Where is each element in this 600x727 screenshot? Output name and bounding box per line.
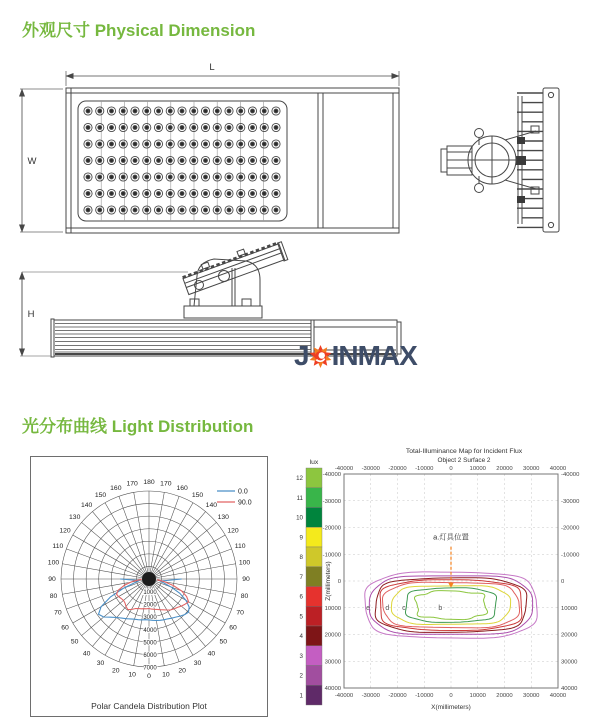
svg-text:6000: 6000 [143, 652, 157, 659]
svg-text:170: 170 [126, 480, 138, 488]
mounting-bracket [181, 236, 288, 318]
svg-text:110: 110 [52, 543, 64, 551]
svg-text:-20000: -20000 [561, 525, 580, 532]
contour-title: Total-Illuminance Map for Incident Flux [405, 448, 523, 455]
svg-text:-20000: -20000 [322, 525, 341, 532]
polar-chart-caption: Polar Candela Distribution Plot [91, 701, 207, 711]
colorbar-level-1 [306, 685, 322, 705]
contour-ylabel: Z(millimeters) [325, 561, 332, 601]
joinmax-logo [294, 342, 417, 370]
svg-text:10000: 10000 [469, 693, 486, 699]
svg-text:20000: 20000 [496, 693, 513, 699]
svg-text:90.0: 90.0 [238, 499, 252, 507]
svg-text:12: 12 [296, 475, 303, 483]
svg-text:30000: 30000 [523, 693, 540, 699]
height-dimension-label: H [27, 309, 35, 320]
svg-text:30000: 30000 [561, 659, 578, 666]
svg-text:-10000: -10000 [561, 552, 580, 559]
svg-text:-10000: -10000 [415, 693, 434, 699]
svg-text:70: 70 [236, 609, 244, 617]
colorbar-level-4 [306, 626, 322, 646]
region-label-e: e [366, 605, 371, 613]
svg-text:20: 20 [112, 667, 120, 675]
svg-text:70: 70 [54, 609, 62, 617]
region-label-d: d [385, 605, 390, 613]
svg-text:0: 0 [449, 466, 453, 472]
svg-text:80: 80 [49, 593, 58, 601]
width-dimension-label: W [27, 156, 37, 167]
logo-sunburst-icon [308, 344, 333, 369]
svg-text:40000: 40000 [561, 686, 578, 692]
svg-text:140: 140 [205, 501, 218, 509]
svg-text:80: 80 [240, 593, 249, 601]
polar-legend [217, 489, 252, 507]
illuminance-contour-chart [286, 440, 600, 722]
svg-text:0.0: 0.0 [238, 488, 248, 496]
svg-text:5000: 5000 [143, 640, 157, 647]
colorbar-level-9 [306, 527, 322, 547]
region-label-b: b [438, 605, 443, 613]
svg-text:-20000: -20000 [388, 693, 407, 699]
svg-text:0: 0 [449, 693, 453, 699]
svg-text:4000: 4000 [143, 627, 157, 634]
svg-text:0: 0 [147, 673, 151, 681]
svg-text:140: 140 [80, 501, 93, 509]
svg-text:5: 5 [299, 613, 303, 621]
colorbar-level-2 [306, 666, 322, 686]
svg-text:40000: 40000 [324, 686, 341, 692]
svg-text:2000: 2000 [143, 602, 157, 609]
svg-text:-30000: -30000 [322, 498, 341, 505]
svg-text:20000: 20000 [324, 632, 341, 639]
top-view-drawing [66, 88, 399, 233]
svg-text:160: 160 [110, 485, 122, 493]
svg-text:170: 170 [160, 480, 172, 488]
logo-text-pre: J [294, 340, 309, 371]
svg-text:150: 150 [191, 492, 204, 500]
region-label-c: c [402, 605, 406, 613]
svg-text:20: 20 [178, 667, 186, 675]
led-array [84, 101, 280, 221]
svg-text:-10000: -10000 [322, 552, 341, 559]
polar-radial-labels [143, 590, 157, 671]
svg-text:-30000: -30000 [361, 693, 380, 699]
svg-text:0: 0 [561, 579, 565, 585]
svg-text:60: 60 [61, 624, 69, 632]
svg-text:130: 130 [69, 513, 81, 521]
svg-text:10: 10 [162, 671, 170, 679]
svg-text:100: 100 [47, 559, 60, 567]
svg-text:110: 110 [234, 543, 246, 551]
illuminance-map-panel [286, 440, 600, 722]
svg-text:40000: 40000 [549, 466, 567, 472]
svg-text:-10000: -10000 [415, 466, 434, 472]
svg-text:-40000: -40000 [322, 472, 341, 478]
svg-text:30000: 30000 [324, 659, 341, 666]
svg-text:150: 150 [94, 492, 107, 500]
svg-text:8: 8 [299, 554, 303, 562]
svg-text:6: 6 [299, 593, 303, 601]
logo-text-post: INMAX [331, 340, 417, 371]
side-view-drawing [51, 236, 401, 357]
svg-text:7: 7 [299, 573, 303, 581]
colorbar [296, 459, 322, 705]
svg-text:100: 100 [238, 559, 251, 567]
dimension-length [66, 71, 399, 86]
svg-text:10: 10 [128, 671, 136, 679]
svg-text:0: 0 [337, 579, 341, 585]
svg-text:40: 40 [82, 650, 91, 658]
section-title-light-distribution: 光分布曲线 Light Distribution [22, 417, 254, 436]
svg-text:-40000: -40000 [334, 693, 354, 699]
svg-text:40: 40 [207, 650, 216, 658]
svg-text:10: 10 [296, 514, 303, 522]
svg-text:-30000: -30000 [561, 498, 580, 505]
svg-text:-20000: -20000 [388, 466, 407, 472]
polar-candela-plot-panel [30, 456, 268, 717]
annotation-arrowhead [448, 583, 454, 588]
svg-text:-40000: -40000 [561, 472, 580, 478]
colorbar-level-8 [306, 547, 322, 567]
svg-text:120: 120 [227, 527, 239, 535]
dimension-height [20, 272, 188, 356]
svg-text:130: 130 [217, 513, 229, 521]
svg-text:90: 90 [242, 576, 250, 584]
section-title-physical-dimension: 外观尺寸 Physical Dimension [22, 21, 256, 40]
luminaire-position-annotation: a.灯具位置 [433, 532, 469, 542]
svg-text:-30000: -30000 [361, 466, 380, 472]
colorbar-level-3 [306, 646, 322, 666]
pole-adapter-arm [181, 236, 288, 295]
colorbar-level-10 [306, 508, 322, 528]
dimension-width [20, 89, 63, 232]
svg-text:30: 30 [96, 660, 105, 668]
svg-text:50: 50 [219, 638, 228, 646]
svg-text:3000: 3000 [143, 615, 157, 622]
contour-xlabel: X(millimeters) [431, 704, 471, 711]
svg-text:7000: 7000 [143, 665, 157, 672]
svg-text:2: 2 [299, 672, 303, 680]
svg-text:180: 180 [143, 479, 155, 487]
colorbar-level-5 [306, 606, 322, 626]
svg-text:10000: 10000 [469, 466, 486, 472]
end-view-drawing [441, 88, 559, 232]
svg-text:11: 11 [296, 494, 303, 502]
svg-text:10000: 10000 [324, 605, 341, 612]
colorbar-level-11 [306, 488, 322, 508]
svg-text:30000: 30000 [523, 466, 540, 472]
colorbar-level-7 [306, 567, 322, 587]
side-profile-lines [55, 324, 311, 353]
svg-text:90: 90 [48, 576, 56, 584]
svg-text:20000: 20000 [561, 632, 578, 639]
colorbar-unit-label: lux [309, 459, 319, 466]
svg-text:160: 160 [176, 485, 188, 493]
svg-text:20000: 20000 [496, 466, 513, 472]
svg-text:120: 120 [59, 527, 71, 535]
svg-text:-40000: -40000 [334, 466, 354, 472]
svg-text:50: 50 [70, 638, 79, 646]
contour-subtitle: Object 2 Surface 2 [437, 457, 491, 464]
colorbar-level-6 [306, 587, 322, 607]
svg-text:1000: 1000 [143, 590, 157, 597]
svg-text:3: 3 [299, 652, 303, 660]
colorbar-level-12 [306, 468, 322, 488]
svg-text:40000: 40000 [549, 693, 567, 699]
svg-text:4: 4 [299, 633, 303, 641]
svg-text:1: 1 [299, 692, 303, 700]
svg-text:30: 30 [193, 660, 202, 668]
polar-candela-chart [31, 457, 267, 716]
svg-text:10000: 10000 [561, 605, 578, 612]
svg-text:9: 9 [299, 534, 303, 542]
length-dimension-label: L [209, 62, 215, 73]
svg-text:60: 60 [229, 624, 237, 632]
